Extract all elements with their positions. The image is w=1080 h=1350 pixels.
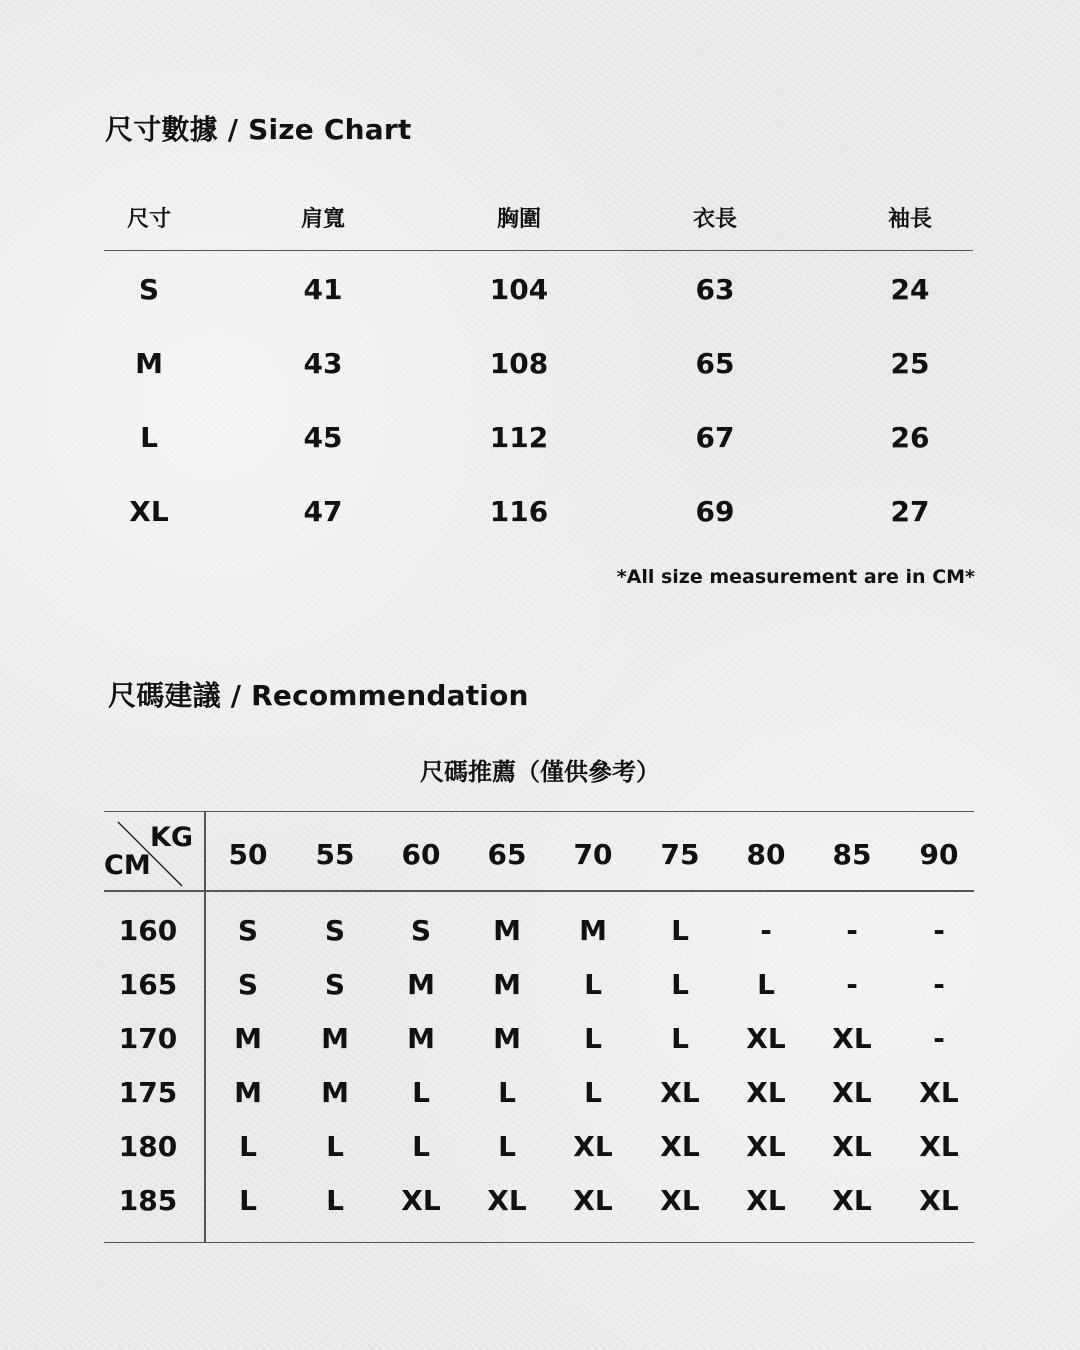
size-recommendation-cell: XL [573,1130,613,1163]
size-recommendation-cell: XL [746,1076,786,1109]
size-recommendation-cell: - [933,968,945,1001]
sleeve-value: 26 [890,421,930,454]
size-recommendation-cell: L [326,1184,344,1217]
table-row [104,399,973,473]
size-recommendation-cell: S [410,914,432,947]
size-recommendation-cell: M [321,1022,349,1055]
corner-kg-label: KG [150,822,194,853]
shoulder-value: 47 [303,495,343,528]
shoulder-value: 41 [303,273,343,306]
height-label-180: 180 [118,1130,178,1163]
recommendation-table [104,811,974,1243]
size-label: L [140,421,158,454]
size-recommendation-cell: L [584,1022,602,1055]
column-divider [204,812,206,1242]
weight-header-85: 85 [832,838,872,871]
size-recommendation-cell: XL [746,1130,786,1163]
size-recommendation-cell: L [498,1076,516,1109]
shoulder-value: 43 [303,347,343,380]
shoulder-value: 45 [303,421,343,454]
size-recommendation-cell: XL [660,1184,700,1217]
size-recommendation-cell: XL [660,1130,700,1163]
size-recommendation-cell: XL [746,1184,786,1217]
size-recommendation-cell: S [237,968,259,1001]
corner-header-cell [104,812,204,890]
size-recommendation-cell: XL [919,1130,959,1163]
size-label: S [138,273,160,306]
chest-value: 108 [489,347,549,380]
header-chest: 胸圍 [496,207,542,232]
size-recommendation-cell: L [584,1076,602,1109]
size-recommendation-cell: L [671,968,689,1001]
size-recommendation-cell: M [321,1076,349,1109]
header-sleeve: 袖長 [887,207,933,232]
chest-value: 112 [489,421,549,454]
size-recommendation-cell: XL [832,1184,872,1217]
chest-value: 104 [489,273,549,306]
size-label: XL [129,495,169,528]
size-chart-header-row [104,198,973,251]
length-value: 63 [695,273,735,306]
sleeve-value: 24 [890,273,930,306]
size-recommendation-cell: XL [487,1184,527,1217]
size-recommendation-cell: M [407,968,435,1001]
size-recommendation-cell: M [493,968,521,1001]
weight-header-80: 80 [746,838,786,871]
size-recommendation-cell: XL [832,1022,872,1055]
size-recommendation-cell: XL [746,1022,786,1055]
measurement-note: *All size measurement are in CM* [616,566,975,588]
sleeve-value: 27 [890,495,930,528]
header-divider [104,890,974,892]
size-recommendation-cell: - [933,914,945,947]
size-recommendation-cell: - [846,914,858,947]
height-label-185: 185 [118,1184,178,1217]
height-label-170: 170 [118,1022,178,1055]
recommendation-title: 尺碼建議 / Recommendation [108,679,529,712]
corner-cm-label: CM [104,850,151,881]
weight-header-55: 55 [315,838,355,871]
weight-header-75: 75 [660,838,700,871]
header-length: 衣長 [692,207,738,232]
sleeve-value: 25 [890,347,930,380]
size-recommendation-cell: L [239,1184,257,1217]
size-recommendation-cell: L [498,1130,516,1163]
size-chart-title: 尺寸數據 / Size Chart [105,113,412,146]
header-shoulder: 肩寬 [300,207,346,232]
size-recommendation-cell: S [324,914,346,947]
weight-header-60: 60 [401,838,441,871]
weight-header-50: 50 [228,838,268,871]
size-recommendation-cell: M [407,1022,435,1055]
size-recommendation-cell: M [234,1076,262,1109]
weight-header-65: 65 [487,838,527,871]
size-label: M [135,347,163,380]
size-recommendation-cell: XL [832,1130,872,1163]
size-recommendation-cell: - [933,1022,945,1055]
size-recommendation-cell: - [846,968,858,1001]
length-value: 69 [695,495,735,528]
size-recommendation-cell: L [584,968,602,1001]
size-recommendation-cell: XL [832,1076,872,1109]
header-size: 尺寸 [126,207,172,232]
size-recommendation-cell: XL [401,1184,441,1217]
size-recommendation-cell: L [412,1076,430,1109]
recommendation-subtitle: 尺碼推薦（僅供參考） [420,758,660,786]
size-recommendation-cell: M [579,914,607,947]
length-value: 67 [695,421,735,454]
size-recommendation-cell: L [671,1022,689,1055]
size-recommendation-cell: XL [573,1184,613,1217]
length-value: 65 [695,347,735,380]
table-row [104,325,973,399]
size-recommendation-cell: L [757,968,775,1001]
size-recommendation-cell: L [671,914,689,947]
size-recommendation-cell: - [760,914,772,947]
size-recommendation-cell: XL [919,1076,959,1109]
size-chart-table [104,198,973,547]
size-recommendation-cell: L [326,1130,344,1163]
size-recommendation-cell: S [237,914,259,947]
size-recommendation-cell: XL [660,1076,700,1109]
size-recommendation-cell: L [239,1130,257,1163]
size-recommendation-cell: M [493,1022,521,1055]
size-recommendation-cell: M [234,1022,262,1055]
chest-value: 116 [489,495,549,528]
height-label-165: 165 [118,968,178,1001]
size-recommendation-cell: L [412,1130,430,1163]
size-recommendation-cell: M [493,914,521,947]
weight-header-70: 70 [573,838,613,871]
table-row [104,251,973,325]
weight-header-90: 90 [919,838,959,871]
size-recommendation-cell: XL [919,1184,959,1217]
height-label-175: 175 [118,1076,178,1109]
size-recommendation-cell: S [324,968,346,1001]
table-row [104,473,973,547]
height-label-160: 160 [118,914,178,947]
